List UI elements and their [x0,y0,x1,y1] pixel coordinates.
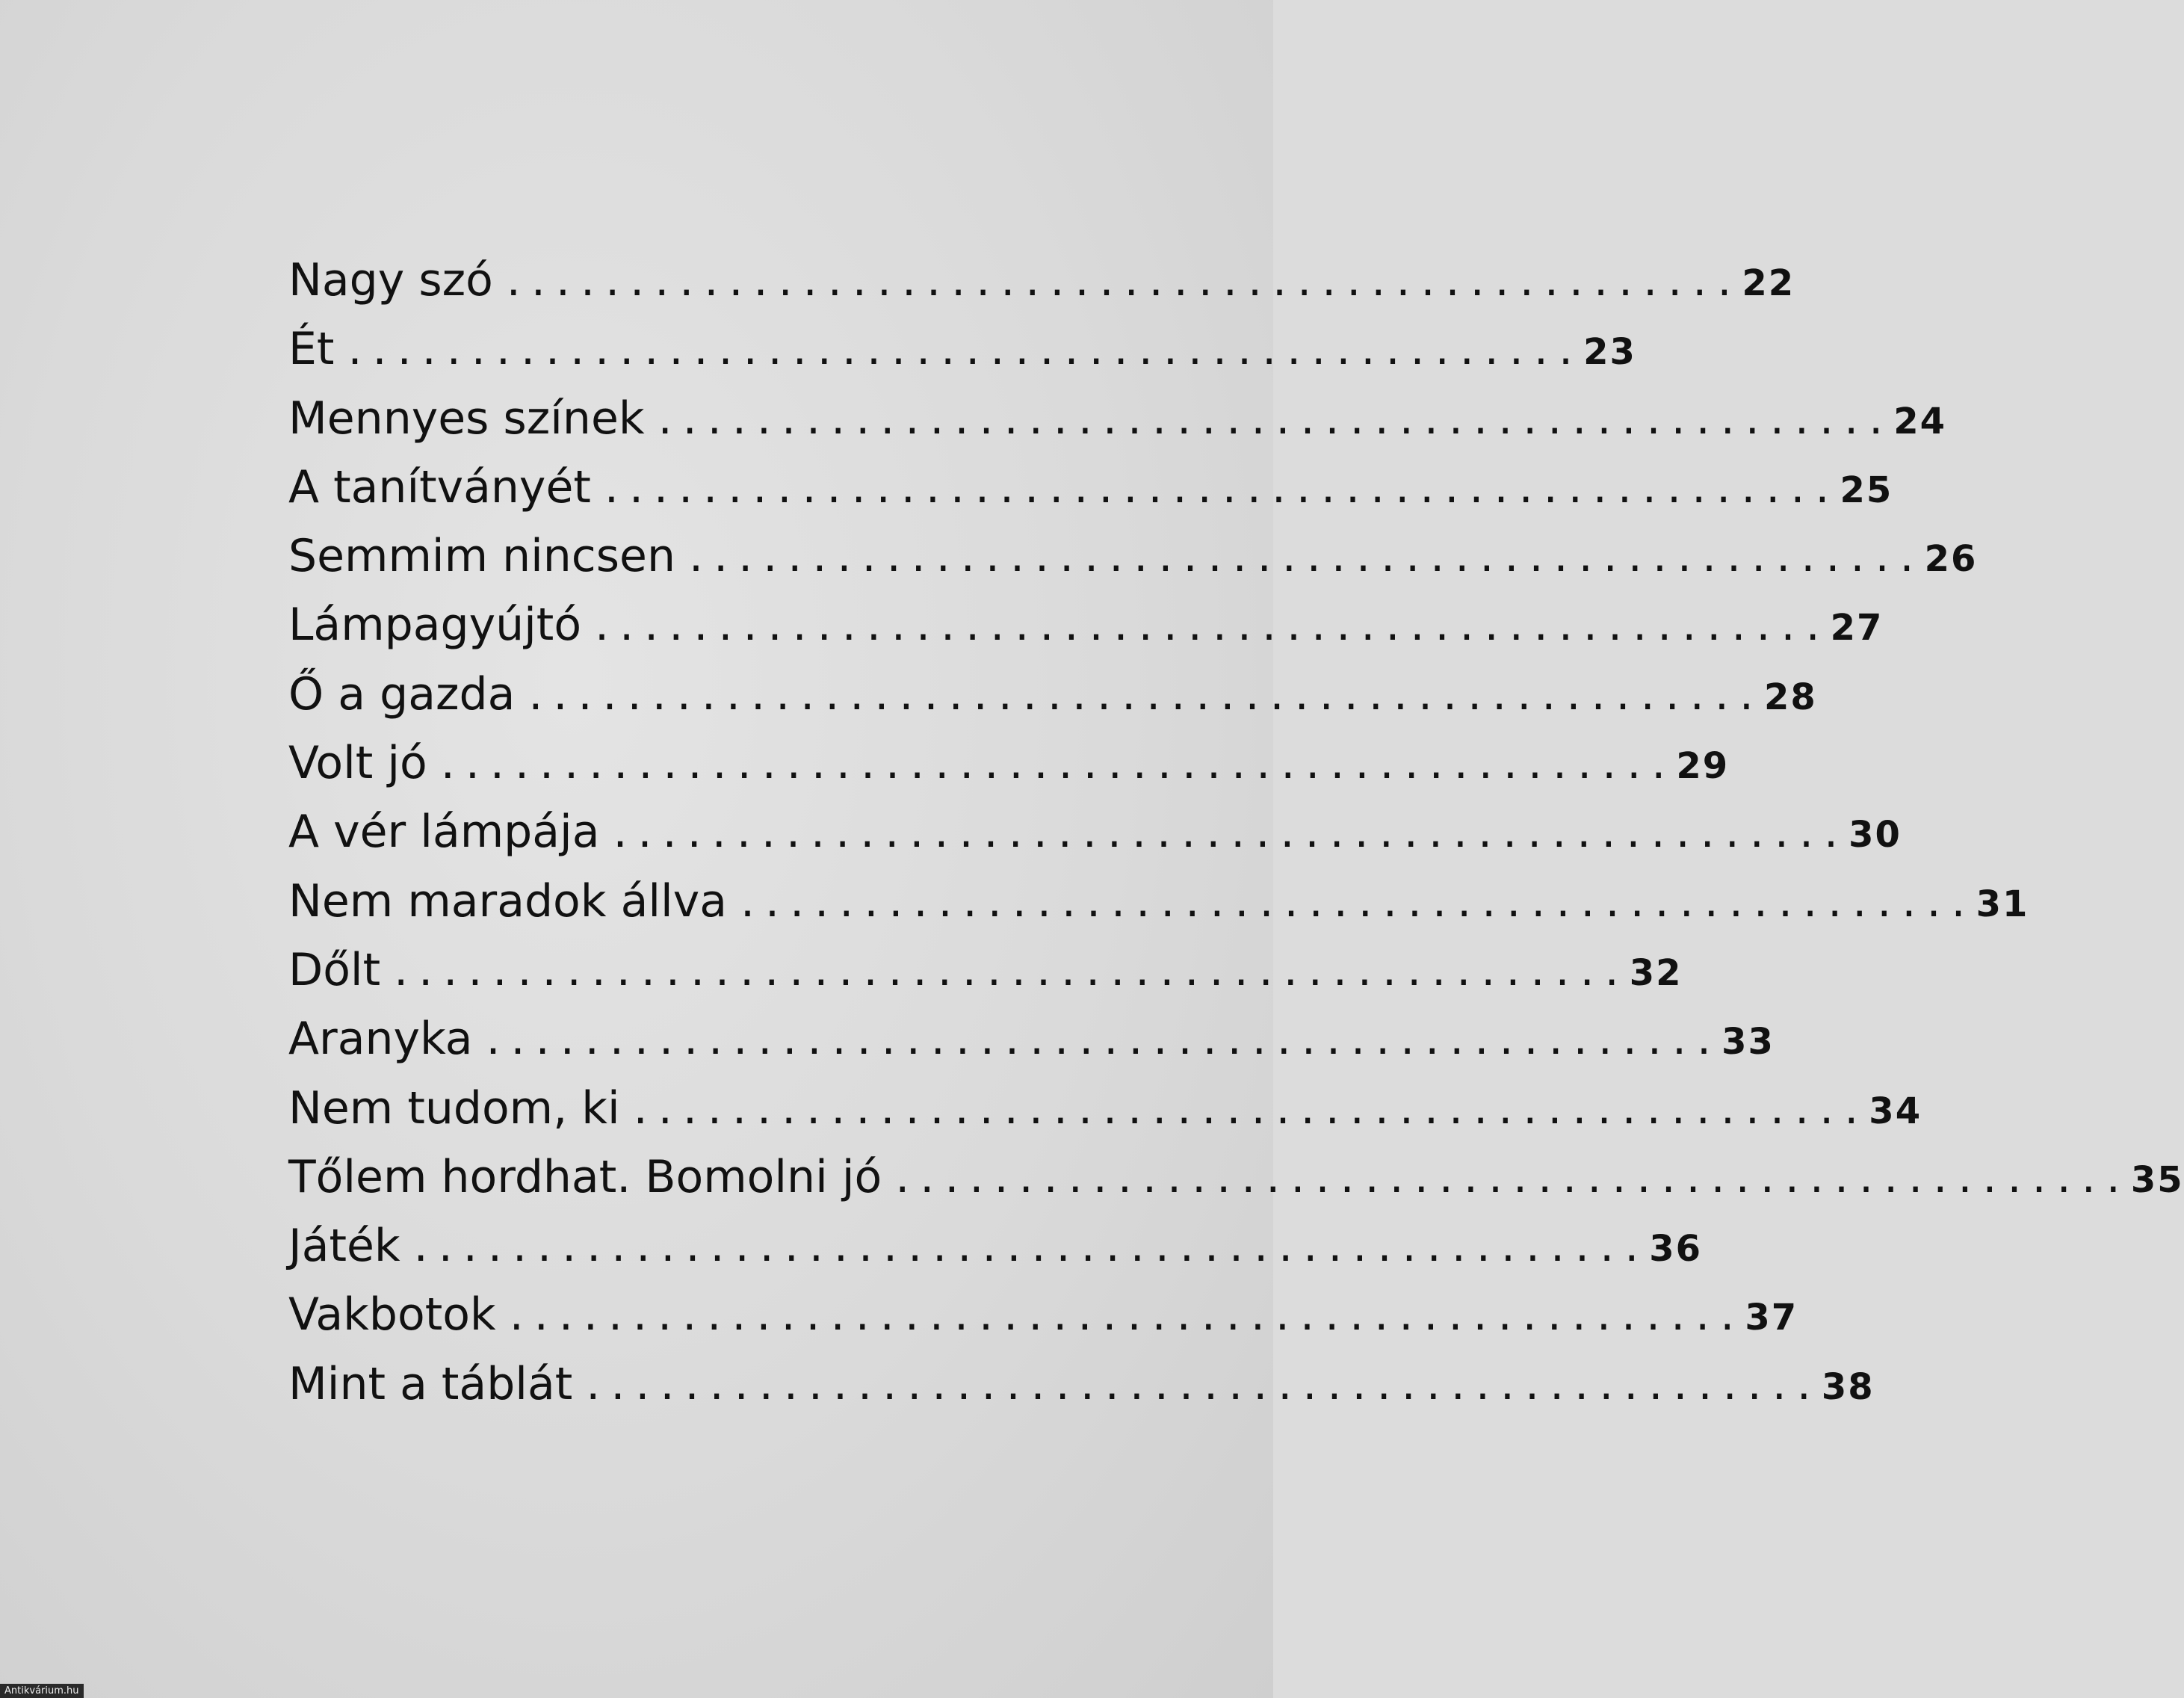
toc-entry-page: 37 [1745,1297,1798,1339]
toc-leader-dots: .................................................. [506,254,1742,306]
toc-entry-page: 29 [1676,745,1730,788]
toc-entry-page: 24 [1893,400,1947,442]
toc-entry [288,392,1947,461]
toc-entry [288,1357,1875,1427]
toc-entry-page: 35 [2130,1158,2184,1201]
toc-leader-dots: .................................................. [486,1013,1722,1066]
toc-entry-page: 33 [1721,1021,1775,1063]
toc-leader-dots: .................................................. [689,530,1925,583]
toc-leader-dots: .................................................. [347,323,1584,376]
toc-entry-title: Tőlem hordhat. Bomolni jó [288,1150,882,1203]
toc-leader-dots: .................................................. [740,874,1976,927]
toc-entry-title: Nem tudom, ki [288,1081,620,1134]
toc-entry-title: Aranyka [288,1013,473,1066]
toc-entry [288,254,1795,323]
toc-entry-title: Semmim nincsen [288,530,675,583]
toc-leader-dots: .................................................. [509,1288,1745,1342]
toc-entry-page: 28 [1763,676,1817,718]
toc-entry-title: Ét [288,323,335,376]
toc-entry [288,1150,2184,1220]
toc-entry-page: 36 [1649,1228,1703,1271]
toc-entry [288,323,1636,392]
toc-entry-page: 27 [1830,607,1884,649]
toc-entry-title: Ő a gazda [288,667,516,720]
toc-entry [288,1081,1922,1151]
toc-entry-title: A vér lámpája [288,806,600,859]
toc-leader-dots: .................................................. [895,1150,2131,1203]
toc-leader-dots: .................................................. [394,943,1630,996]
toc-entry-page: 23 [1583,331,1636,374]
toc-entry [288,1288,1798,1357]
toc-entry-page: 25 [1840,469,1893,511]
toc-leader-dots: .................................................. [633,1081,1869,1134]
toc-entry [288,1220,1703,1288]
toc-leader-dots: .................................................. [413,1220,1650,1273]
toc-entry-page: 31 [1976,883,2029,925]
toc-entry-title: A tanítványét [288,460,591,513]
toc-entry-title: Mint a táblát [288,1357,573,1410]
toc-entry-page: 22 [1742,262,1795,304]
toc-entry-title: Vakbotok [288,1288,496,1342]
toc-entry [288,667,1817,737]
toc-entry [288,530,1978,599]
toc-entry-title: Lámpagyújtó [288,599,582,652]
toc-leader-dots: .................................................. [604,460,1840,513]
toc-entry-title: Dőlt [288,943,381,996]
toc-entry [288,943,1683,1013]
toc-entry [288,806,1902,874]
toc-leader-dots: .................................................. [586,1357,1822,1410]
watermark-label: Antikvárium.hu [0,1684,84,1698]
toc-entry [288,599,1884,667]
toc-entry-page: 32 [1629,951,1683,994]
table-of-contents [288,254,2184,1427]
toc-entry-page: 26 [1924,538,1978,581]
toc-leader-dots: .................................................. [658,392,1894,445]
toc-entry-page: 30 [1849,814,1902,856]
toc-leader-dots: .................................................. [595,599,1831,652]
toc-entry [288,460,1893,530]
toc-entry-title: Nagy szó [288,254,493,306]
toc-entry-title: Volt jó [288,737,427,790]
toc-leader-dots: .................................................. [613,806,1849,859]
toc-entry-page: 34 [1869,1090,1922,1132]
toc-leader-dots: .................................................. [440,737,1677,790]
toc-entry-title: Játék [288,1220,400,1273]
toc-entry-page: 38 [1821,1365,1875,1408]
toc-entry [288,1013,1775,1081]
toc-entry [288,737,1730,806]
toc-entry-title: Nem maradok állva [288,874,727,927]
toc-entry [288,874,2029,944]
toc-leader-dots: .................................................. [528,667,1764,720]
toc-entry-title: Mennyes színek [288,392,645,445]
